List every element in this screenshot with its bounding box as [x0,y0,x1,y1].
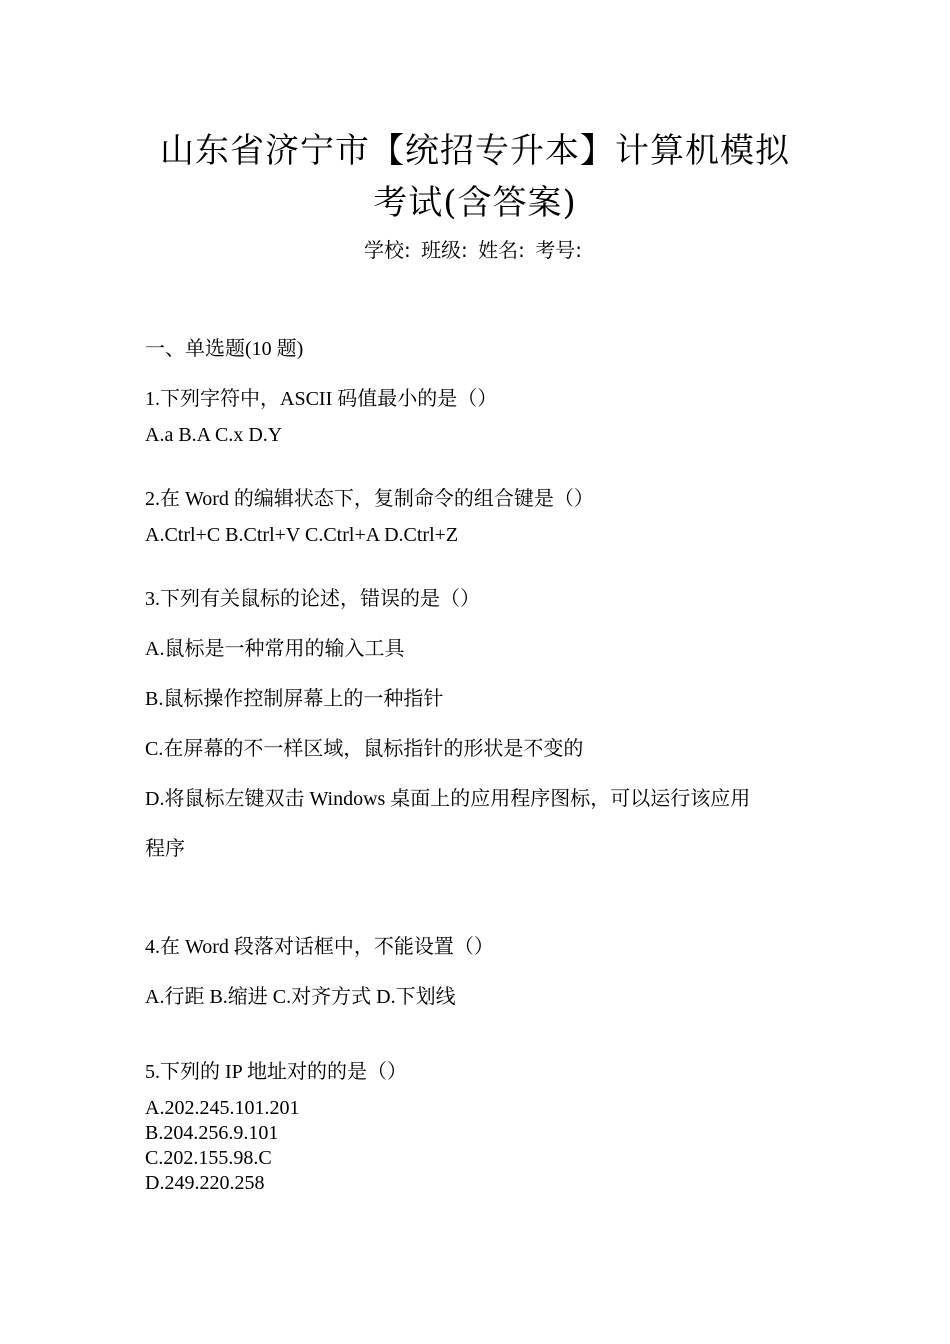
question-4-stem: 4.在 Word 段落对话框中，不能设置（） [145,936,494,958]
class-label: 班级: [421,238,468,262]
question-5-option-c: C.202.155.98.C [145,1147,272,1169]
question-1-options: A.a B.A C.x D.Y [145,424,283,446]
exam-number-label: 考号: [535,238,583,262]
school-label: 学校: [363,238,411,262]
question-3-option-d: D.将鼠标左键双击 Windows 桌面上的应用程序图标，可以运行该应用 [145,788,751,810]
question-3-stem: 3.下列有关鼠标的论述，错误的是（） [145,588,480,610]
question-5-option-d: D.249.220.258 [145,1172,265,1194]
student-info-row [0,236,950,264]
question-5-stem: 5.下列的 IP 地址对的的是（） [145,1061,408,1083]
document-title-line-1: 山东省济宁市【统招专升本】计算机模拟 [160,131,790,171]
question-3-option-d-continued: 程序 [145,838,185,860]
question-2-stem: 2.在 Word 的编辑状态下，复制命令的组合键是（） [145,488,594,510]
question-3-option-c: C.在屏幕的不一样区域，鼠标指针的形状是不变的 [145,738,584,760]
question-4-options: A.行距 B.缩进 C.对齐方式 D.下划线 [145,986,456,1008]
question-5-option-a: A.202.245.101.201 [145,1097,300,1119]
question-2-options: A.Ctrl+C B.Ctrl+V C.Ctrl+A D.Ctrl+Z [145,524,459,546]
section-heading: 一、单选题(10 题) [145,338,304,360]
question-1-stem: 1.下列字符中，ASCII 码值最小的是（） [145,388,498,410]
name-label: 姓名: [478,238,525,262]
question-3-option-a: A.鼠标是一种常用的输入工具 [145,638,405,660]
document-title-line-2: 考试(含答案) [373,183,577,223]
question-3-option-b: B.鼠标操作控制屏幕上的一种指针 [145,688,444,710]
question-5-option-b: B.204.256.9.101 [145,1122,279,1144]
